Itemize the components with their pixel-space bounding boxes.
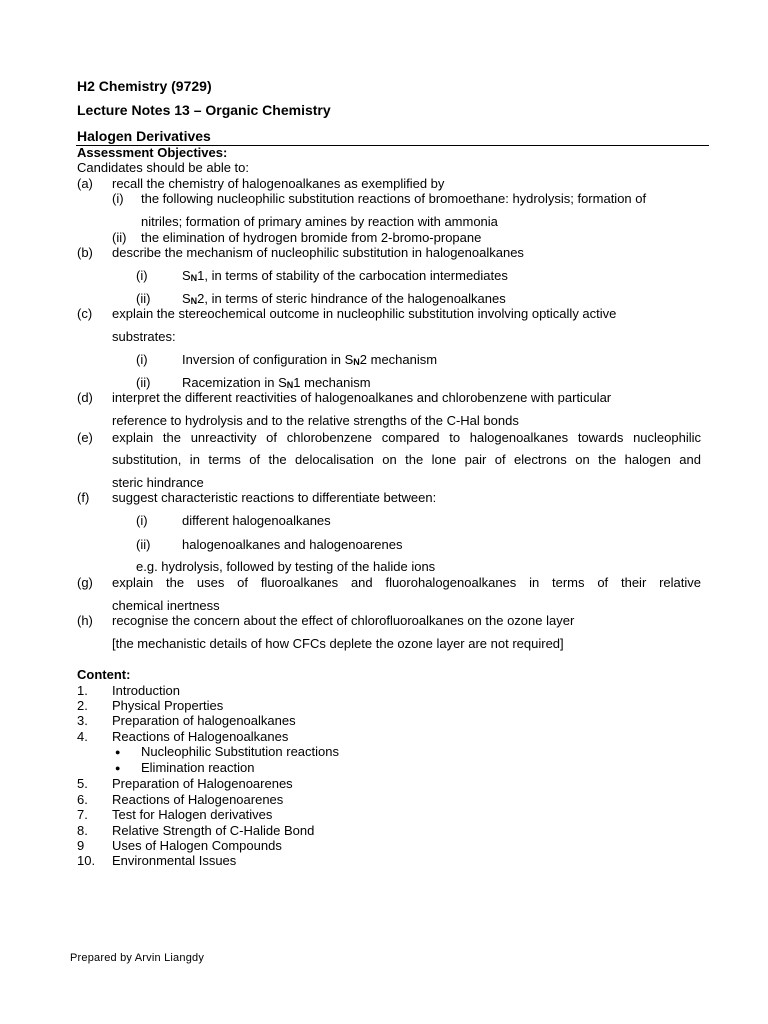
objective-h-line2: [the mechanistic details of how CFCs deplete the ozone layer are not required] xyxy=(112,636,564,651)
content-item-number: 1. xyxy=(77,683,88,698)
content-item-number: 2. xyxy=(77,698,88,713)
content-item-test-halogen: Test for Halogen derivatives xyxy=(112,807,273,822)
content-item-number: 4. xyxy=(77,729,88,744)
sn-symbol: S xyxy=(182,291,191,306)
objective-c-i-tail: 2 mechanism xyxy=(359,352,438,367)
objective-d-label: (d) xyxy=(77,390,93,405)
objective-f-example: e.g. hydrolysis, followed by testing of the halide ions xyxy=(136,559,436,574)
objective-g-label: (g) xyxy=(77,575,93,590)
objective-f-ii-text: halogenoalkanes and halogenoarenes xyxy=(182,537,403,552)
objective-a-label: (a) xyxy=(77,176,93,191)
sn-subscript: N xyxy=(353,357,360,367)
objectives-intro: Candidates should be able to: xyxy=(77,160,250,175)
objective-c-ii-tail: 1 mechanism xyxy=(293,375,371,390)
content-item-reactions-halogenoarenes: Reactions of Halogenoarenes xyxy=(112,792,284,807)
objective-h-label: (h) xyxy=(77,613,93,628)
course-title: H2 Chemistry (9729) xyxy=(77,78,212,94)
content-subitem-nucleophilic-substitution: Nucleophilic Substitution reactions xyxy=(141,744,339,759)
sn-subscript: N xyxy=(190,273,198,283)
content-heading: Content: xyxy=(77,667,131,682)
objective-b-i-desc: 1, in terms of stability of the carbocation intermediates xyxy=(197,268,508,283)
content-item-preparation-halogenoalkanes: Preparation of halogenoalkanes xyxy=(112,713,296,728)
objective-e-label: (e) xyxy=(77,430,93,445)
content-item-number: 5. xyxy=(77,776,88,791)
content-item-preparation-halogenoarenes: Preparation of Halogenoarenes xyxy=(112,776,293,791)
objective-g-line2: chemical inertness xyxy=(112,598,220,613)
content-item-number: 10. xyxy=(77,853,96,868)
content-item-number: 6. xyxy=(77,792,88,807)
topic-title: Halogen Derivatives xyxy=(77,128,211,144)
objective-b-text: describe the mechanism of nucleophilic substitution in halogenoalkanes xyxy=(112,245,524,260)
objective-a-i-line1: the following nucleophilic substitution reactions of bromoethane: hydrolysis; formation of xyxy=(141,191,647,206)
objective-f-ii-label: (ii) xyxy=(136,537,151,552)
objective-a-ii-label: (ii) xyxy=(112,230,127,245)
objective-c-i-text xyxy=(182,352,437,369)
objective-c-ii-label: (ii) xyxy=(136,375,151,390)
sn-symbol: S xyxy=(182,268,191,283)
objective-b-i-label: (i) xyxy=(136,268,148,283)
bullet-icon: ● xyxy=(115,763,121,773)
objective-c-i-label: (i) xyxy=(136,352,148,367)
objective-c-label: (c) xyxy=(77,306,93,321)
objective-a-text: recall the chemistry of halogenoalkanes as exemplified by xyxy=(112,176,445,191)
objective-e-line3: steric hindrance xyxy=(112,475,204,490)
objective-c-ii-desc: Racemization in S xyxy=(182,375,287,390)
objective-c-line2: substrates: xyxy=(112,329,176,344)
objective-e-line2: substitution, in terms of the delocalisation on the lone pair of electrons on the halogen and xyxy=(112,452,701,467)
sn-subscript: N xyxy=(190,296,198,306)
content-item-number: 3. xyxy=(77,713,88,728)
content-item-introduction: Introduction xyxy=(112,683,180,698)
sn-subscript: N xyxy=(286,380,294,390)
content-item-number: 9 xyxy=(77,838,85,853)
content-item-number: 8. xyxy=(77,823,88,838)
objective-g-line1: explain the uses of fluoroalkanes and fluorohalogenoalkanes in terms of their relative xyxy=(112,575,701,590)
content-item-environmental: Environmental Issues xyxy=(112,853,237,868)
lecture-title: Lecture Notes 13 – Organic Chemistry xyxy=(77,102,331,118)
content-item-physical-properties: Physical Properties xyxy=(112,698,224,713)
content-item-uses: Uses of Halogen Compounds xyxy=(112,838,282,853)
objective-f-text: suggest characteristic reactions to differentiate between: xyxy=(112,490,437,505)
bullet-icon: ● xyxy=(115,747,121,757)
objective-e-line1: explain the unreactivity of chlorobenzene compared to halogenoalkanes towards nucleophilic xyxy=(112,430,701,445)
content-item-bond-strength: Relative Strength of C-Halide Bond xyxy=(112,823,315,838)
footer-author: Prepared by Arvin Liangdy xyxy=(70,952,205,964)
objective-c-line1: explain the stereochemical outcome in nucleophilic substitution involving optically active xyxy=(112,306,617,321)
objectives-heading: Assessment Objectives: xyxy=(77,145,228,160)
objective-b-ii-label: (ii) xyxy=(136,291,151,306)
content-item-number: 7. xyxy=(77,807,88,822)
content-subitem-elimination: Elimination reaction xyxy=(141,760,255,775)
objective-a-i-label: (i) xyxy=(112,191,124,206)
objective-d-line2: reference to hydrolysis and to the relative strengths of the C-Hal bonds xyxy=(112,413,519,428)
objective-f-label: (f) xyxy=(77,490,90,505)
objective-d-line1: interpret the different reactivities of halogenoalkanes and chlorobenzene with particular xyxy=(112,390,612,405)
objective-h-line1: recognise the concern about the effect of chlorofluoroalkanes on the ozone layer xyxy=(112,613,575,628)
objective-b-i-text xyxy=(182,268,508,285)
objective-c-i-desc: Inversion of configuration in S xyxy=(182,352,354,367)
objective-b-label: (b) xyxy=(77,245,93,260)
content-item-reactions-halogenoalkanes: Reactions of Halogenoalkanes xyxy=(112,729,289,744)
objective-a-ii-text: the elimination of hydrogen bromide from 2-bromo-propane xyxy=(141,230,482,245)
objective-f-i-text: different halogenoalkanes xyxy=(182,513,331,528)
objective-b-ii-desc: 2, in terms of steric hindrance of the halogenoalkanes xyxy=(197,291,506,306)
objective-f-i-label: (i) xyxy=(136,513,148,528)
objective-a-i-line2: nitriles; formation of primary amines by reaction with ammonia xyxy=(141,214,498,229)
